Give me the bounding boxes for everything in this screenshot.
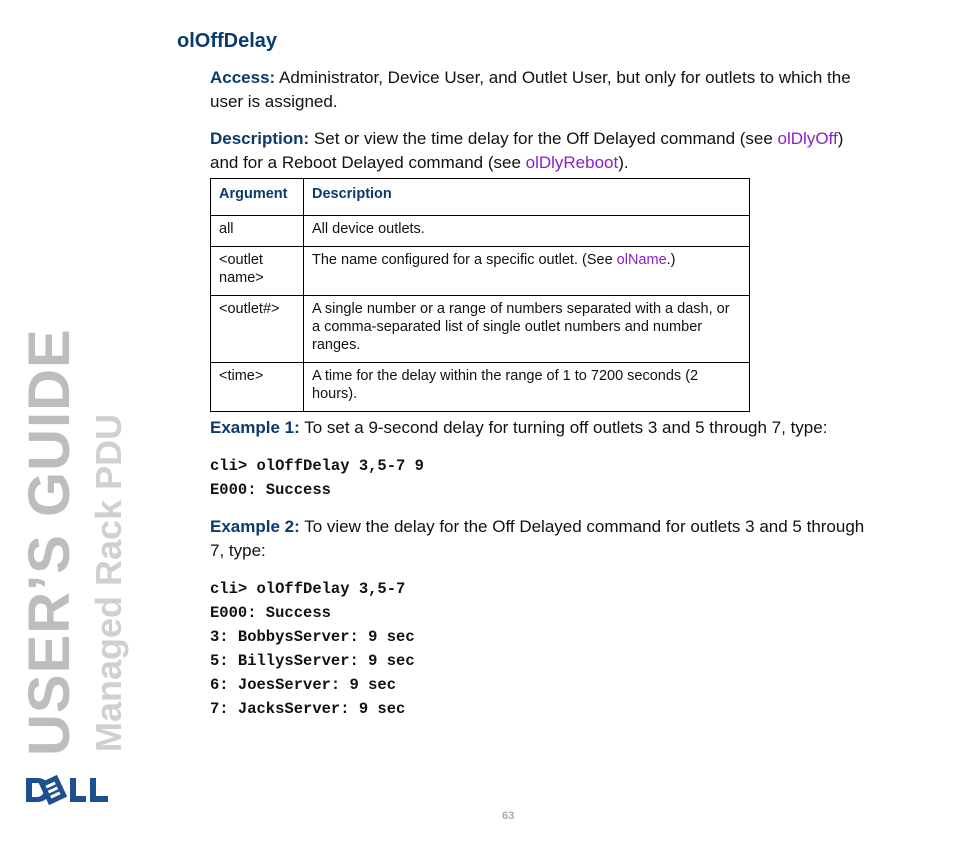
desc-cell: A single number or a range of numbers separated with a dash, or a comma-separated list of single outlet numbers and number ranges. [304,296,750,363]
link-olname[interactable]: olName [616,252,667,268]
access-text-line2: user is assigned. [210,92,338,111]
code-line: 7: JacksServer: 9 sec [210,700,406,718]
code-line: 5: BillysServer: 9 sec [210,652,415,670]
description-paragraph [210,127,910,175]
code-line: E000: Success [210,604,331,622]
code-line: 3: BobbysServer: 9 sec [210,628,415,646]
example1-paragraph [210,416,910,440]
code-line: E000: Success [210,481,331,499]
code-line: cli> olOffDelay 3,5-7 [210,580,406,598]
arg-cell: <outlet#> [211,296,304,363]
table-row [211,363,750,412]
example2-text-line1: To view the delay for the Off Delayed command for outlets 3 and 5 through [304,517,865,536]
desc-text-b: .) [666,252,676,268]
description-label: Description: [210,129,310,148]
table-header-row [211,179,750,216]
arg-cell: <outlet name> [211,247,304,296]
link-oldlyoff[interactable]: olDlyOff [777,129,838,148]
desc-cell [304,247,750,296]
desc-text-a: The name configured for a specific outlet. (See [312,252,617,268]
product-name-vertical: Managed Rack PDU [88,413,129,752]
header-argument: Argument [211,179,304,216]
section-title: olOffDelay [177,30,278,52]
description-text-a: Set or view the time delay for the Off Delayed command (see [313,129,778,148]
desc-cell: A time for the delay within the range of 1 to 7200 seconds (2 hours). [304,363,750,412]
table-row [211,296,750,363]
example1-text: To set a 9-second delay for turning off outlets 3 and 5 through 7, type: [304,418,828,437]
arg-cell: all [211,216,304,247]
description-text-b: ) [837,129,844,148]
code-line: 6: JoesServer: 9 sec [210,676,397,694]
description-text-d: ). [618,153,629,172]
arg-cell: <time> [211,363,304,412]
guide-title-vertical: USER’S GUIDE [17,328,82,756]
table-row [211,247,750,296]
example2-text-line2: 7, type: [210,541,266,560]
access-label: Access: [210,68,276,87]
arguments-table [210,178,750,412]
example2-paragraph [210,515,910,563]
table-row [211,216,750,247]
link-oldlyreboot[interactable]: olDlyReboot [525,153,619,172]
example2-code [210,577,415,721]
access-paragraph [210,66,910,114]
example1-code [210,454,424,502]
dell-logo [24,774,112,806]
example2-label: Example 2: [210,517,300,536]
page-number: 63 [502,810,515,822]
desc-cell: All device outlets. [304,216,750,247]
access-text-line1: Administrator, Device User, and Outlet User, but only for outlets to which the [279,68,851,87]
code-line: cli> olOffDelay 3,5-7 9 [210,457,424,475]
sidebar [0,0,140,854]
example1-label: Example 1: [210,418,300,437]
header-description: Description [304,179,750,216]
description-text-c: and for a Reboot Delayed command (see [210,153,526,172]
